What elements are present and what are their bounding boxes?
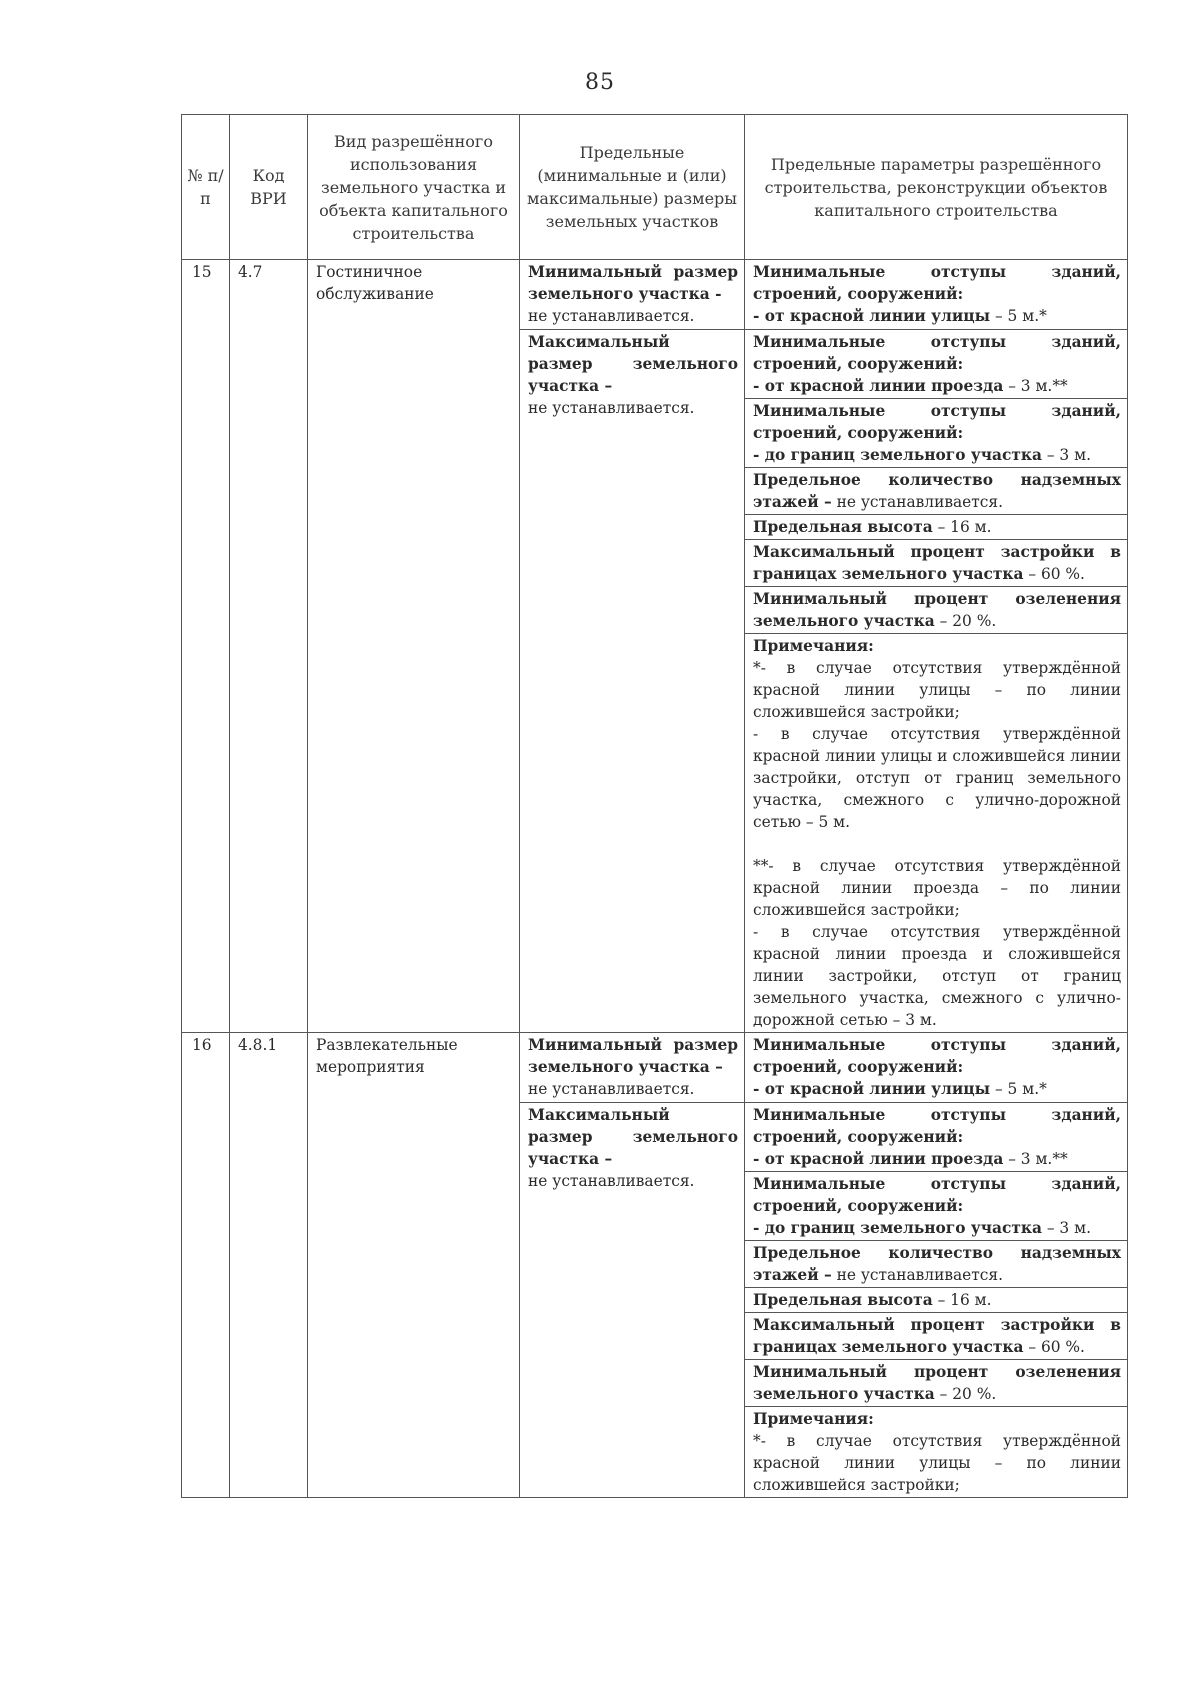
param-title: Предельное количество надземных этажей – [753, 471, 1121, 511]
header-params: Предельные параметры разрешённого строительства, реконструкции объектов капитального строительства [745, 115, 1128, 260]
lot-max-value: не устанавливается. [528, 399, 695, 417]
row-code: 4.7 [230, 260, 308, 1033]
regulations-table [181, 114, 1128, 1498]
lot-max-cell [520, 330, 745, 1033]
header-lot-size: Предельные (минимальные и (или) максимальные) размеры земельных участков [520, 115, 745, 260]
param-cell [745, 1241, 1128, 1288]
param-title: Минимальные отступы зданий, строений, сооружений: [753, 1175, 1121, 1215]
param-value: – 20 %. [934, 1385, 997, 1403]
row-code: 4.8.1 [230, 1033, 308, 1498]
lot-min-value: не устанавливается. [528, 307, 695, 325]
param-title: Минимальный процент озеленения земельного участка [753, 590, 1121, 630]
row-use-type: Гостиничное обслуживание [308, 260, 520, 1033]
header-number: № п/п [182, 115, 230, 260]
param-value: не устанавливается. [831, 1266, 1004, 1284]
param-title: Предельная высота [753, 1291, 933, 1309]
param-cell [745, 1033, 1128, 1103]
param-line: - от красной линии улицы [753, 307, 991, 325]
table-row [182, 1033, 1128, 1103]
param-line: - от красной линии проезда [753, 1150, 1004, 1168]
note-text: - в случае отсутствия утверждённой красной линии проезда и сложившейся линии застройки, отступ от границ земельного участка, смежного с улично-дорожной сетью – 3 м. [753, 923, 1121, 1029]
param-cell [745, 468, 1128, 515]
param-value: – 20 %. [934, 612, 997, 630]
param-line: - от красной линии проезда [753, 377, 1004, 395]
param-value: – 16 м. [932, 1291, 992, 1309]
param-cell [745, 515, 1128, 540]
param-value: – 3 м. [1041, 446, 1091, 464]
param-cell [745, 260, 1128, 330]
param-title: Минимальные отступы зданий, строений, сооружений: [753, 333, 1121, 373]
row-use-type: Развлекательные мероприятия [308, 1033, 520, 1498]
lot-max-cell [520, 1103, 745, 1498]
lot-min-value: не устанавливается. [528, 1080, 695, 1098]
param-title: Минимальные отступы зданий, строений, сооружений: [753, 1106, 1121, 1146]
param-line: - до границ земельного участка [753, 1219, 1042, 1237]
param-line: - до границ земельного участка [753, 446, 1042, 464]
notes-title: Примечания: [753, 1410, 874, 1428]
param-title: Минимальные отступы зданий, строений, сооружений: [753, 263, 1121, 303]
note-text: *- в случае отсутствия утверждённой красной линии улицы – по линии сложившейся застройки; [753, 1432, 1121, 1494]
row-number: 16 [182, 1033, 230, 1498]
param-value: – 3 м.** [1003, 1150, 1068, 1168]
lot-max-value: не устанавливается. [528, 1172, 695, 1190]
row-number: 15 [182, 260, 230, 1033]
lot-min-title: Минимальный размер земельного участка - [528, 263, 738, 303]
page-number: 85 [585, 70, 615, 95]
param-cell [745, 1313, 1128, 1360]
notes-cell [745, 1407, 1128, 1498]
lot-max-title: Максимальный размер земельного участка – [528, 1106, 738, 1168]
param-line: - от красной линии улицы [753, 1080, 991, 1098]
param-value: – 3 м. [1041, 1219, 1091, 1237]
param-value: – 3 м.** [1003, 377, 1068, 395]
param-value: – 16 м. [932, 518, 992, 536]
header-use-type: Вид разрешённого использования земельного участка и объекта капитального строительства [308, 115, 520, 260]
param-value: – 60 %. [1023, 565, 1085, 583]
param-cell [745, 587, 1128, 634]
note-text: *- в случае отсутствия утверждённой красной линии улицы – по линии сложившейся застройки; [753, 659, 1121, 721]
param-cell [745, 330, 1128, 399]
table-row [182, 260, 1128, 330]
param-cell [745, 540, 1128, 587]
param-cell [745, 1103, 1128, 1172]
header-code: Код ВРИ [230, 115, 308, 260]
param-title: Предельное количество надземных этажей – [753, 1244, 1121, 1284]
lot-min-cell [520, 260, 745, 330]
param-value: – 5 м.* [990, 1080, 1047, 1098]
note-text: **- в случае отсутствия утверждённой красной линии проезда – по линии сложившейся застройки; [753, 857, 1121, 919]
param-cell [745, 399, 1128, 468]
note-text: - в случае отсутствия утверждённой красной линии улицы и сложившейся линии застройки, отступ от границ земельного участка, смежного с улично-дорожной сетью – 5 м. [753, 725, 1121, 831]
param-title: Максимальный процент застройки в границах земельного участка [753, 543, 1121, 583]
lot-max-title: Максимальный размер земельного участка – [528, 333, 738, 395]
param-value: – 5 м.* [990, 307, 1047, 325]
param-value: – 60 %. [1023, 1338, 1085, 1356]
param-cell [745, 1172, 1128, 1241]
lot-min-title: Минимальный размер земельного участка – [528, 1036, 738, 1076]
param-title: Минимальные отступы зданий, строений, сооружений: [753, 1036, 1121, 1076]
notes-title: Примечания: [753, 637, 874, 655]
notes-cell [745, 634, 1128, 1033]
table-header-row [182, 115, 1128, 260]
note-spacer [753, 833, 1121, 855]
param-title: Минимальный процент озеленения земельного участка [753, 1363, 1121, 1403]
param-cell [745, 1360, 1128, 1407]
param-title: Предельная высота [753, 518, 933, 536]
param-value: не устанавливается. [831, 493, 1004, 511]
param-title: Минимальные отступы зданий, строений, сооружений: [753, 402, 1121, 442]
lot-min-cell [520, 1033, 745, 1103]
param-title: Максимальный процент застройки в границах земельного участка [753, 1316, 1121, 1356]
param-cell [745, 1288, 1128, 1313]
